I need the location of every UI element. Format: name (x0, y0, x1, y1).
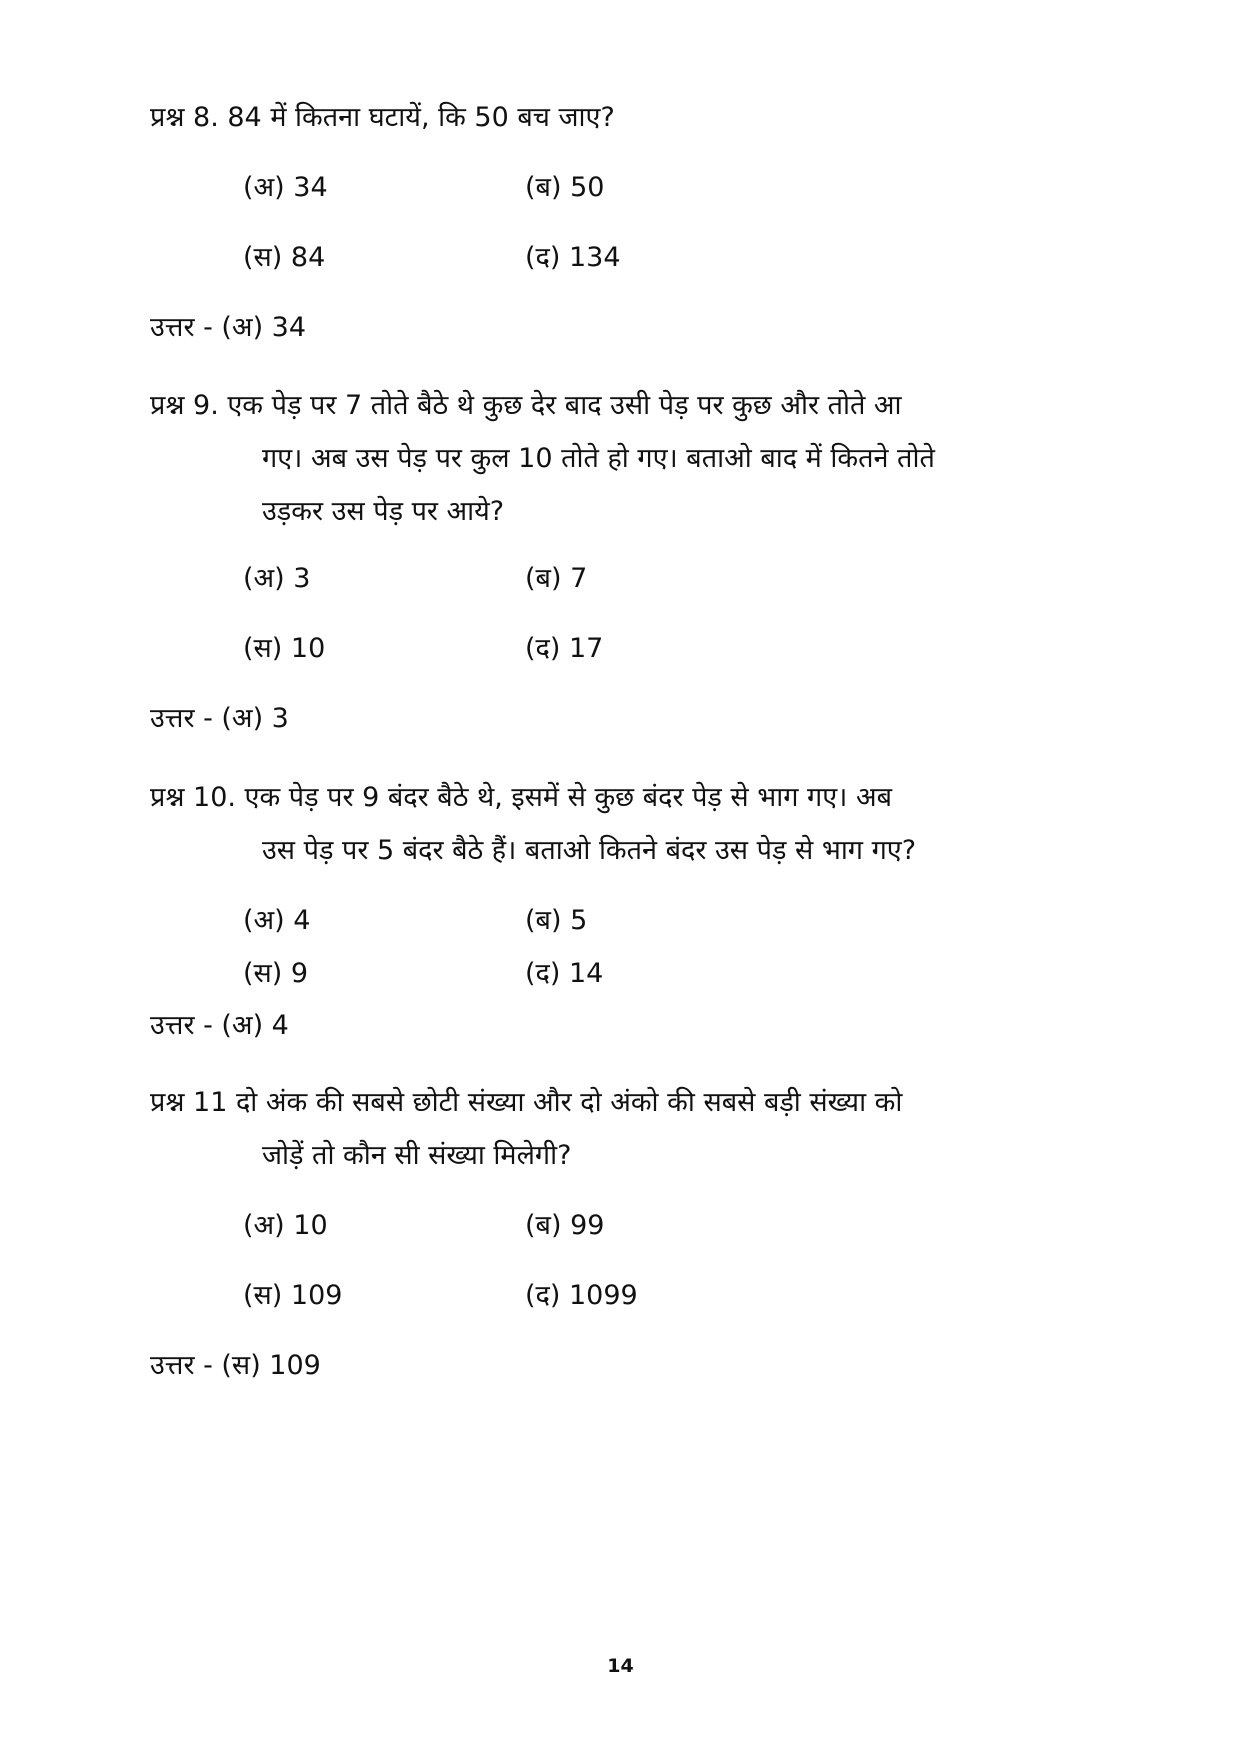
option-label: (ब) (525, 563, 562, 594)
question-9-line-2: गए। अब उस पेड़ पर कुल 10 तोते हो गए। बताओ बाद में कितने तोते (262, 443, 935, 474)
question-8-option-d (525, 238, 621, 278)
option-label: (ब) (525, 1210, 562, 1241)
question-9-option-c (243, 629, 325, 669)
question-10-option-a (243, 901, 310, 941)
question-10-option-d (525, 954, 603, 994)
option-label: (ब) (525, 172, 562, 203)
option-value: 9 (290, 958, 309, 989)
question-11-option-b (525, 1206, 604, 1246)
question-11-line-1: प्रश्न 11 दो अंक की सबसे छोटी संख्या और दो अंको की सबसे बड़ी संख्या को (150, 1087, 903, 1118)
option-value: 134 (569, 242, 621, 273)
question-11-option-d (525, 1276, 638, 1316)
option-value: 5 (570, 905, 588, 936)
question-10-line-1: प्रश्न 10. एक पेड़ पर 9 बंदर बैठे थे, इसमें से कुछ बंदर पेड़ से भाग गए। अब (150, 782, 893, 813)
question-9-option-d (525, 629, 603, 669)
option-value: 14 (569, 958, 604, 989)
option-value: 17 (569, 633, 604, 664)
question-9-line-1: प्रश्न 9. एक पेड़ पर 7 तोते बैठे थे कुछ देर बाद उसी पेड़ पर कुछ और तोते आ (150, 390, 902, 421)
option-label: (द) (525, 958, 561, 989)
question-11-answer: उत्तर - (स) 109 (150, 1350, 321, 1381)
option-value: 10 (293, 1210, 328, 1241)
question-10-option-b (525, 901, 587, 941)
question-11-option-c (243, 1276, 342, 1316)
question-10-option-c (243, 954, 308, 994)
option-label: (स) (243, 242, 283, 273)
option-label: (स) (243, 958, 283, 989)
option-label: (द) (525, 242, 561, 273)
option-value: 4 (293, 905, 311, 936)
option-label: (अ) (243, 563, 285, 594)
option-label: (अ) (243, 905, 285, 936)
question-10-answer: उत्तर - (अ) 4 (150, 1010, 289, 1041)
question-8-option-b (525, 168, 604, 208)
option-label: (स) (243, 1280, 283, 1311)
option-label: (स) (243, 633, 283, 664)
page-number: 14 (607, 1655, 634, 1677)
option-label: (ब) (525, 905, 562, 936)
question-11-line-2: जोड़ें तो कौन सी संख्या मिलेगी? (262, 1140, 572, 1171)
option-value: 34 (293, 172, 328, 203)
option-value: 50 (570, 172, 605, 203)
question-10-line-2: उस पेड़ पर 5 बंदर बैठे हैं। बताओ कितने बंदर उस पेड़ से भाग गए? (262, 835, 917, 866)
question-8-answer: उत्तर - (अ) 34 (150, 312, 307, 343)
option-label: (अ) (243, 172, 285, 203)
question-8-option-c (243, 238, 325, 278)
question-8-line-1: प्रश्न 8. 84 में कितना घटायें, कि 50 बच जाए? (150, 102, 615, 133)
option-value: 1099 (569, 1280, 638, 1311)
option-value: 99 (570, 1210, 605, 1241)
question-9-option-b (525, 559, 587, 599)
option-value: 7 (570, 563, 588, 594)
question-11-option-a (243, 1206, 328, 1246)
option-value: 3 (293, 563, 311, 594)
option-label: (द) (525, 633, 561, 664)
question-9-line-3: उड़कर उस पेड़ पर आये? (262, 496, 505, 527)
question-9-option-a (243, 559, 310, 599)
option-value: 84 (290, 242, 326, 273)
option-value: 109 (290, 1280, 343, 1311)
option-label: (अ) (243, 1210, 285, 1241)
option-value: 10 (290, 633, 326, 664)
question-9-answer: उत्तर - (अ) 3 (150, 703, 289, 734)
option-label: (द) (525, 1280, 561, 1311)
question-8-option-a (243, 168, 328, 208)
